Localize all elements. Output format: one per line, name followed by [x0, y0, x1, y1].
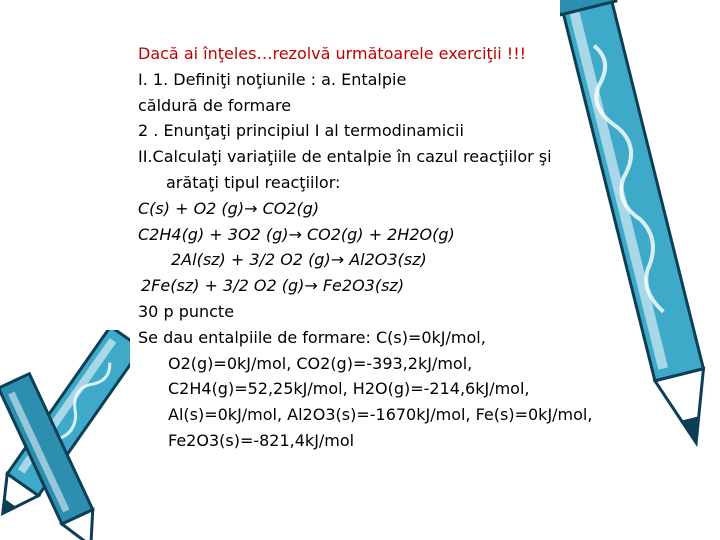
- reaction-4: 2Fe(sz) + 3/2 O2 (g)→ Fe2O3(sz): [141, 276, 405, 296]
- task-line-5: arătaţi tipul reacţiilor:: [166, 172, 341, 192]
- given-line-2: O2(g)=0kJ/mol, CO2(g)=-393,2kJ/mol,: [168, 353, 473, 373]
- given-line-3: C2H4(g)=52,25kJ/mol, H2O(g)=-214,6kJ/mol,: [168, 379, 530, 399]
- crossed-pencils-icon: [0, 330, 130, 540]
- task-line-2: căldură de formare: [138, 95, 292, 115]
- given-line-5: Fe2O3(s)=-821,4kJ/mol: [168, 430, 355, 450]
- given-line-1: Se dau entalpiile de formare: C(s)=0kJ/mol,: [138, 327, 486, 347]
- task-line-4: II.Calculaţi variaţiile de entalpie în cazul reacţiilor şi: [138, 147, 552, 167]
- reaction-1: C(s) + O2 (g)→ CO2(g): [138, 198, 320, 218]
- task-line-1: I. 1. Definiţi noţiunile : a. Entalpie: [138, 69, 407, 89]
- given-line-4: Al(s)=0kJ/mol, Al2O3(s)=-1670kJ/mol, Fe(s)=0kJ/mol,: [168, 405, 593, 425]
- points-line: 30 p puncte: [138, 301, 235, 321]
- exercise-title: Dacă ai înţeles…rezolvă următoarele exerciţii !!!: [138, 44, 527, 63]
- task-line-3: 2 . Enunţaţi principiul I al termodinamicii: [138, 121, 464, 141]
- reaction-3: 2Al(sz) + 3/2 O2 (g)→ Al2O3(sz): [171, 250, 427, 270]
- reaction-2: C2H4(g) + 3O2 (g)→ CO2(g) + 2H2O(g): [138, 224, 455, 244]
- exercise-text: [138, 41, 698, 454]
